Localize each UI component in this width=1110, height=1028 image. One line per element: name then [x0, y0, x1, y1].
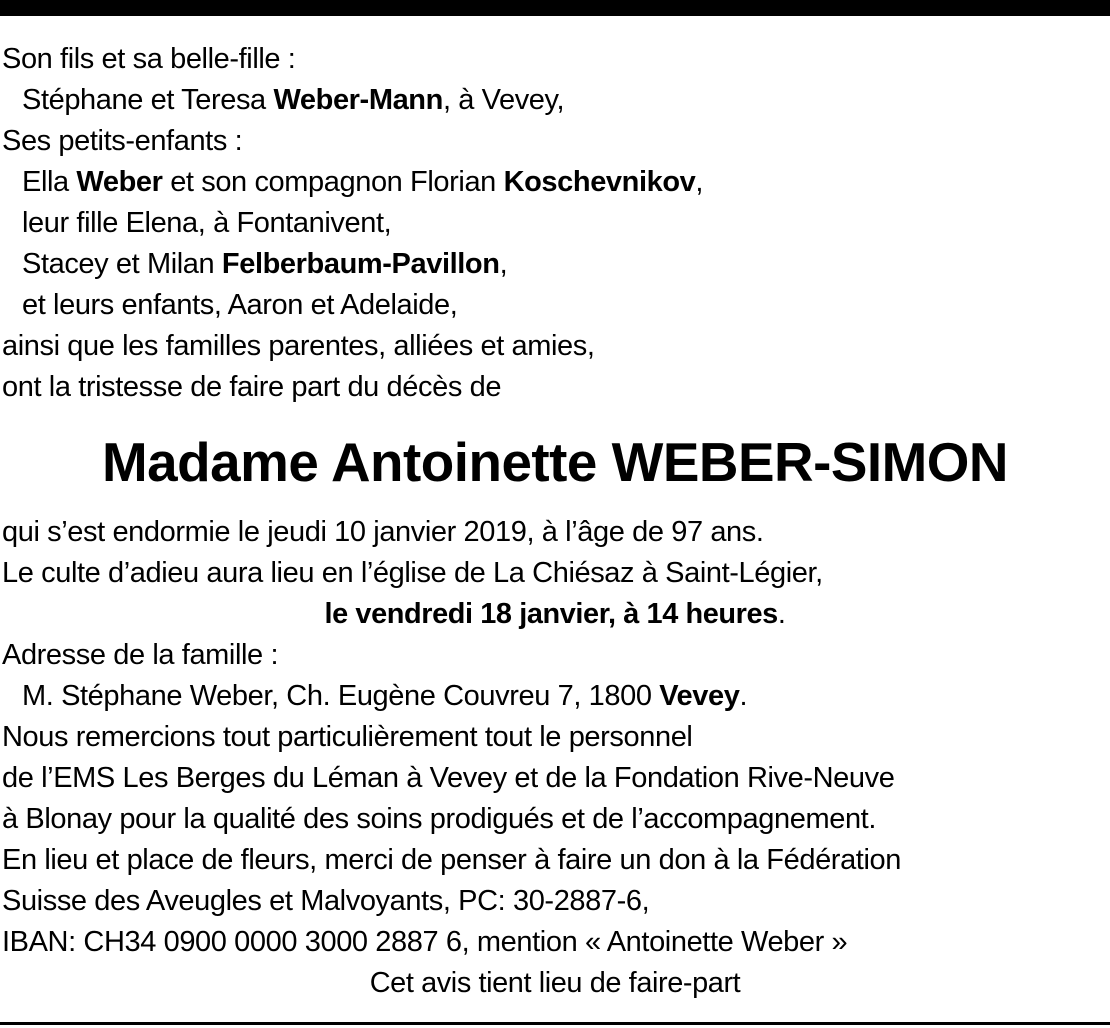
- service-date: le vendredi 18 janvier, à 14 heures: [324, 598, 778, 630]
- family-line-children: et leurs enfants, Aaron et Adelaide,: [22, 289, 458, 321]
- family-line-stacey: Stacey et Milan Felberbaum-Pavillon,: [22, 248, 508, 280]
- extended-family-line: ainsi que les familles parentes, alliées et amies,: [2, 330, 595, 362]
- thanks-line-2: de l’EMS Les Berges du Léman à Vevey et de la Fondation Rive-Neuve: [2, 762, 895, 794]
- family-address: M. Stéphane Weber, Ch. Eugène Couvreu 7, 1800 Vevey.: [22, 680, 748, 712]
- closing-line: Cet avis tient lieu de faire-part: [369, 967, 741, 999]
- death-date-line: qui s’est endormie le jeudi 10 janvier 2019, à l’âge de 97 ans.: [2, 516, 764, 548]
- top-rule: [0, 0, 1110, 16]
- service-date-line: le vendredi 18 janvier, à 14 heures.: [324, 598, 786, 630]
- surname-weber-mann: Weber-Mann: [273, 84, 443, 116]
- thanks-line-3: à Blonay pour la qualité des soins prodigués et de l’accompagnement.: [2, 803, 876, 835]
- service-location-line: Le culte d’adieu aura lieu en l’église de La Chiésaz à Saint-Légier,: [2, 557, 823, 589]
- family-line-son: Stéphane et Teresa Weber-Mann, à Vevey,: [22, 84, 565, 116]
- surname-felberbaum-pavillon: Felberbaum-Pavillon: [221, 248, 500, 280]
- surname-weber: Weber: [76, 166, 163, 198]
- surname-koschevnikov: Koschevnikov: [503, 166, 696, 198]
- deceased-name: Madame Antoinette WEBER-SIMON: [102, 431, 1008, 493]
- intro-son-heading: Son fils et sa belle-fille :: [2, 43, 296, 75]
- bottom-rule: [0, 1022, 1110, 1025]
- announcement-line: ont la tristesse de faire part du décès de: [2, 371, 502, 403]
- grandchildren-heading: Ses petits-enfants :: [2, 125, 243, 157]
- family-address-heading: Adresse de la famille :: [2, 639, 279, 671]
- donation-line-2: Suisse des Aveugles et Malvoyants, PC: 30-2887-6,: [2, 885, 650, 917]
- family-line-ella: Ella Weber et son compagnon Florian Koschevnikov,: [22, 166, 704, 198]
- donation-iban-line: IBAN: CH34 0900 0000 3000 2887 6, mention « Antoinette Weber »: [2, 926, 848, 958]
- thanks-line-1: Nous remercions tout particulièrement tout le personnel: [2, 721, 693, 753]
- family-line-elena: leur fille Elena, à Fontanivent,: [22, 207, 392, 239]
- donation-line-1: En lieu et place de fleurs, merci de penser à faire un don à la Fédération: [2, 844, 901, 876]
- address-city: Vevey: [659, 680, 740, 712]
